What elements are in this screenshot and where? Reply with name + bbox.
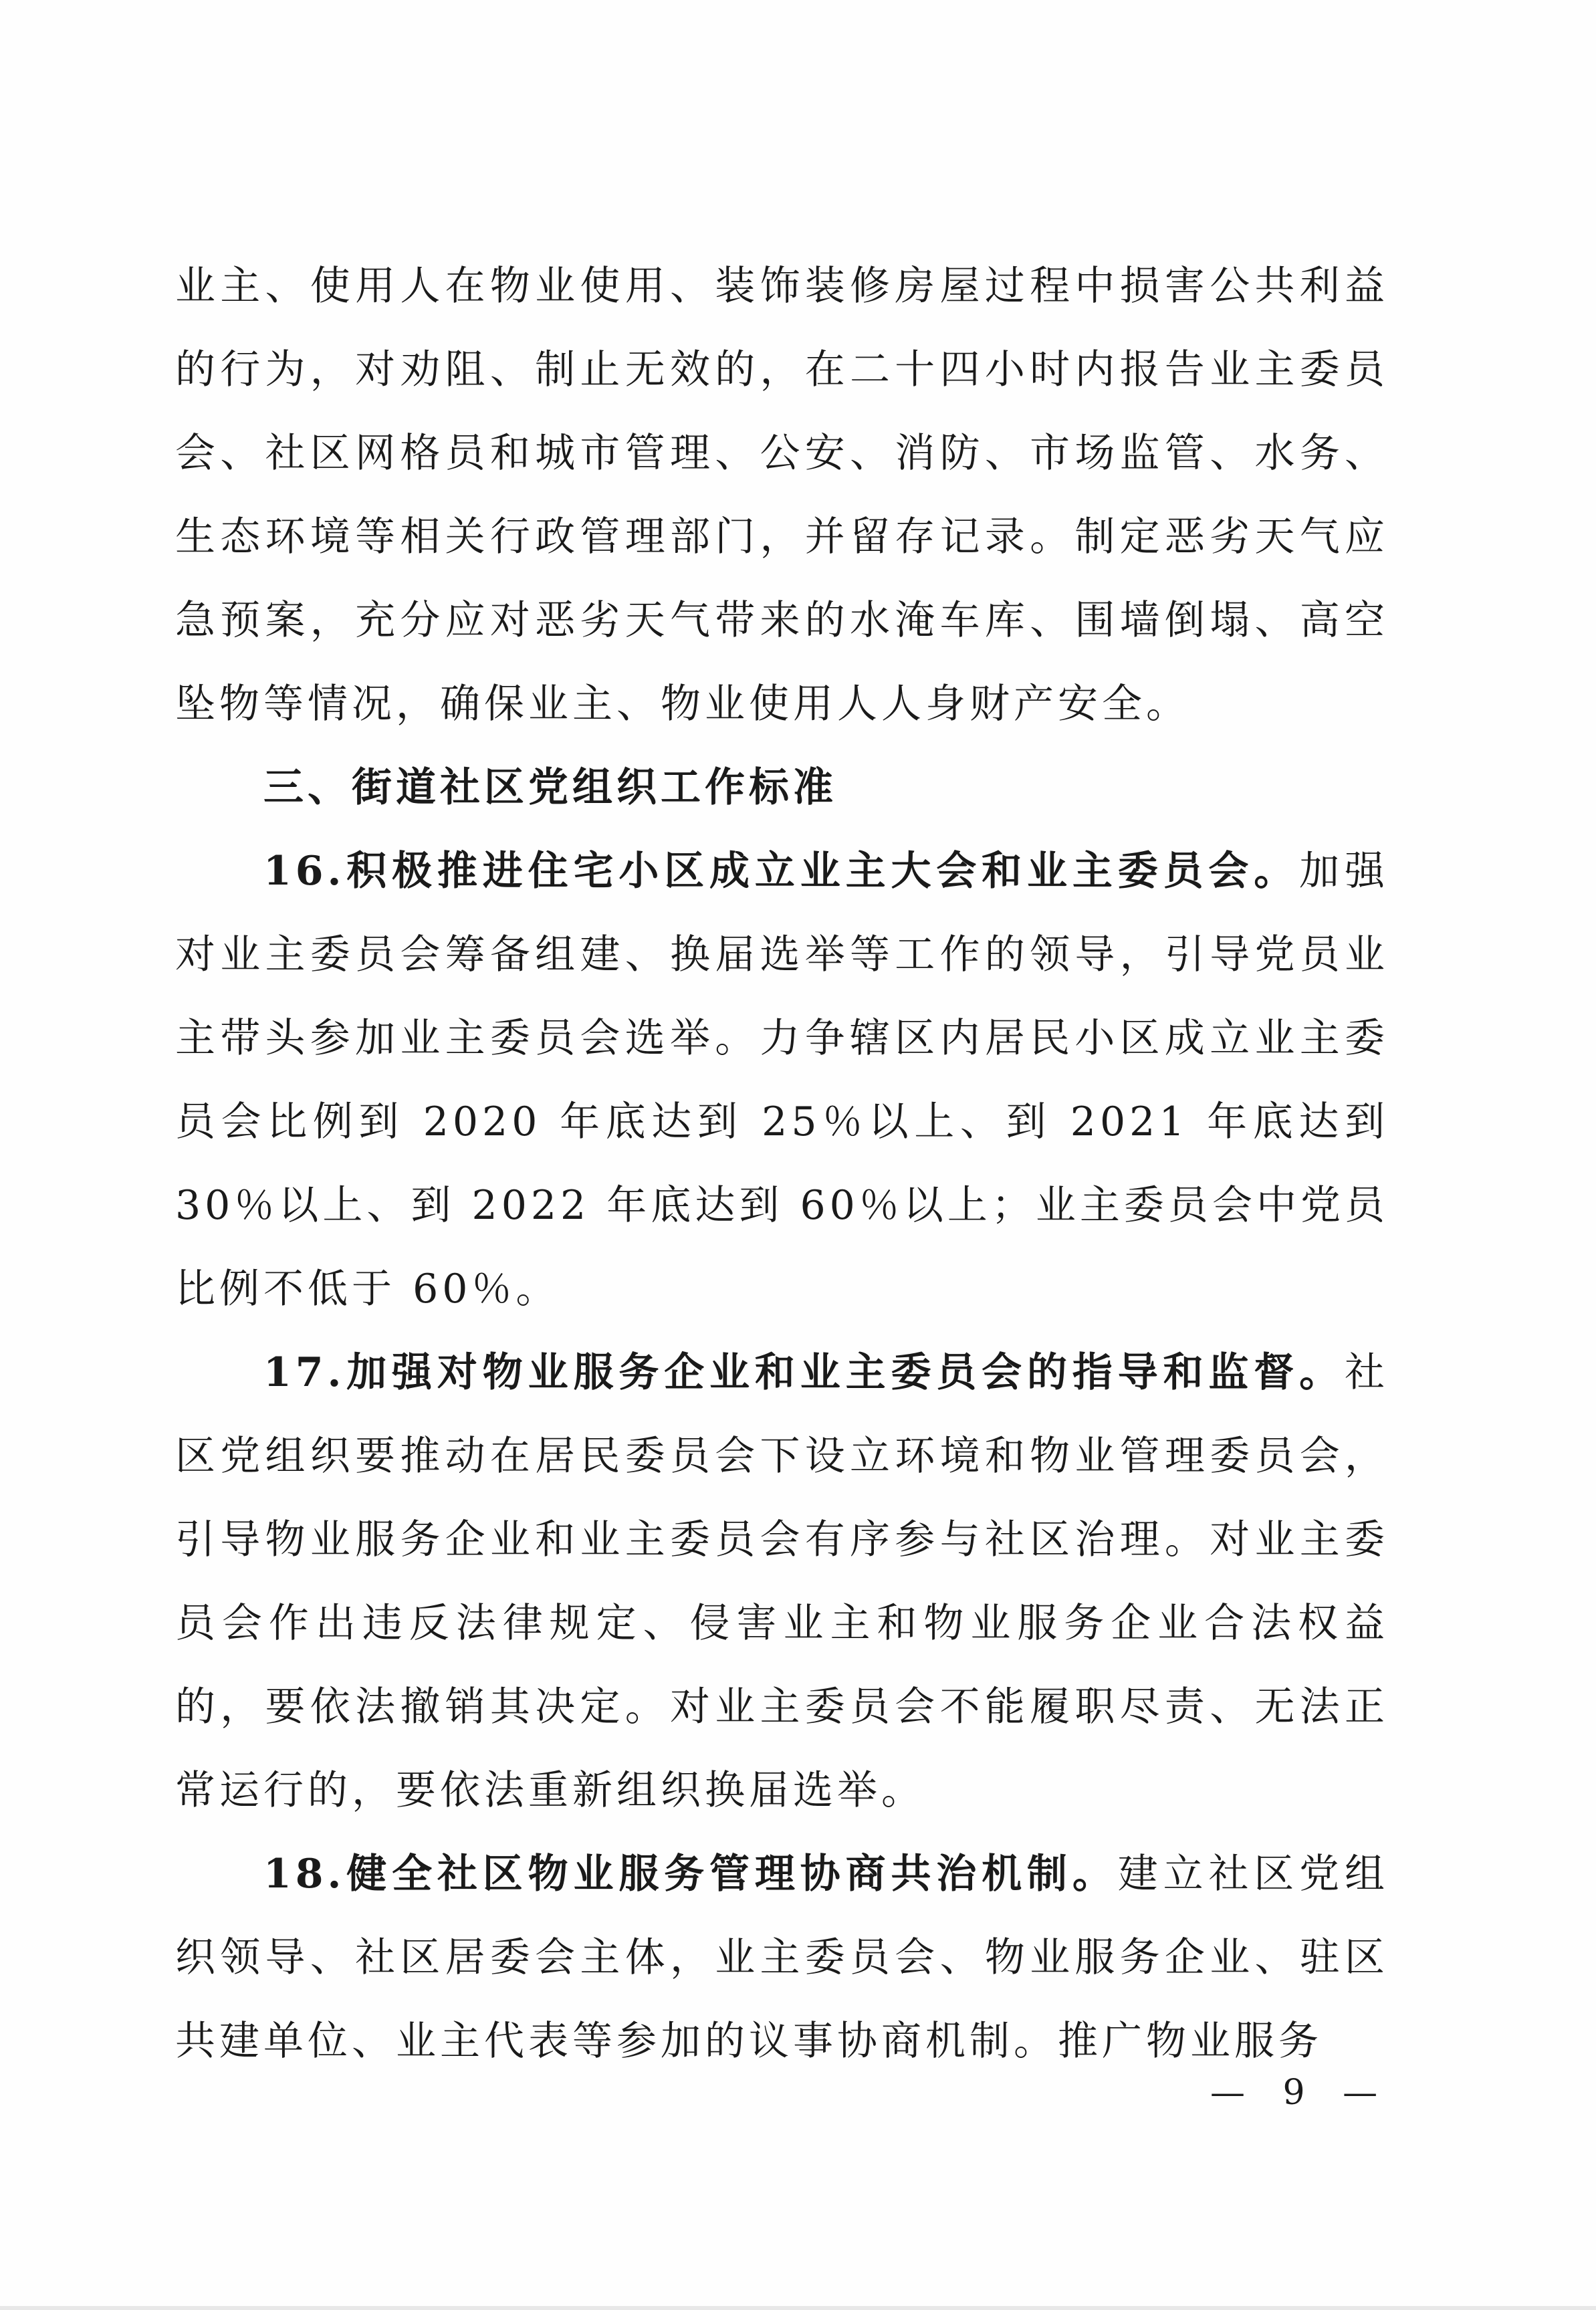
- scan-edge: [0, 2306, 1596, 2310]
- section-heading: 三、街道社区党组织工作标准: [263, 764, 837, 811]
- item-17-text: 社区党组织要推动在居民委员会下设立环境和物业管理委员会，引导物业服务企业和业主委员会有序参与社区治理。对业主委员会作出违反法律规定、侵害业主和物业服务企业合法权益的，要依法撤销其决定。对业主委员会不能履职尽责、无法正常运行的，要依法重新组织换届选举。: [175, 1349, 1389, 1814]
- item-18: [175, 1833, 1389, 2083]
- item-16: [175, 830, 1389, 1331]
- item-17: [175, 1331, 1389, 1833]
- item-18-text: 建立社区党组织领导、社区居委会主体，业主委员会、物业服务企业、驻区共建单位、业主代表等参加的议事协商机制。推广物业服务: [175, 1851, 1389, 2065]
- item-18-lead: 18.健全社区物业服务管理协商共治机制。: [263, 1851, 1118, 1897]
- paragraph-text: 业主、使用人在物业使用、装饰装修房屋过程中损害公共利益的行为，对劝阻、制止无效的，在二十四小时内报告业主委员会、社区网格员和城市管理、公安、消防、市场监管、水务、生态环境等相关行政管理部门，并留存记录。制定恶劣天气应急预案，充分应对恶劣天气带来的水淹车库、围墙倒塌、高空坠物等情况，确保业主、物业使用人人身财产安全。: [175, 263, 1389, 727]
- item-17-lead: 17.加强对物业服务企业和业主委员会的指导和监督。: [263, 1349, 1345, 1396]
- item-16-text: 加强对业主委员会筹备组建、换届选举等工作的领导，引导党员业主带头参加业主委员会选举。力争辖区内居民小区成立业主委员会比例到 2020 年底达到 25％以上、到 2021 年底达到 30％以上、到 2022 年底达到 60％以上；业主委员会中党员比例不低于 60％。: [175, 848, 1389, 1312]
- paragraph-continued: [175, 245, 1389, 746]
- item-16-lead: 16.积极推进住宅小区成立业主大会和业主委员会。: [263, 848, 1300, 895]
- page-number: — 9 —: [1210, 2073, 1391, 2113]
- document-body: [175, 245, 1389, 2083]
